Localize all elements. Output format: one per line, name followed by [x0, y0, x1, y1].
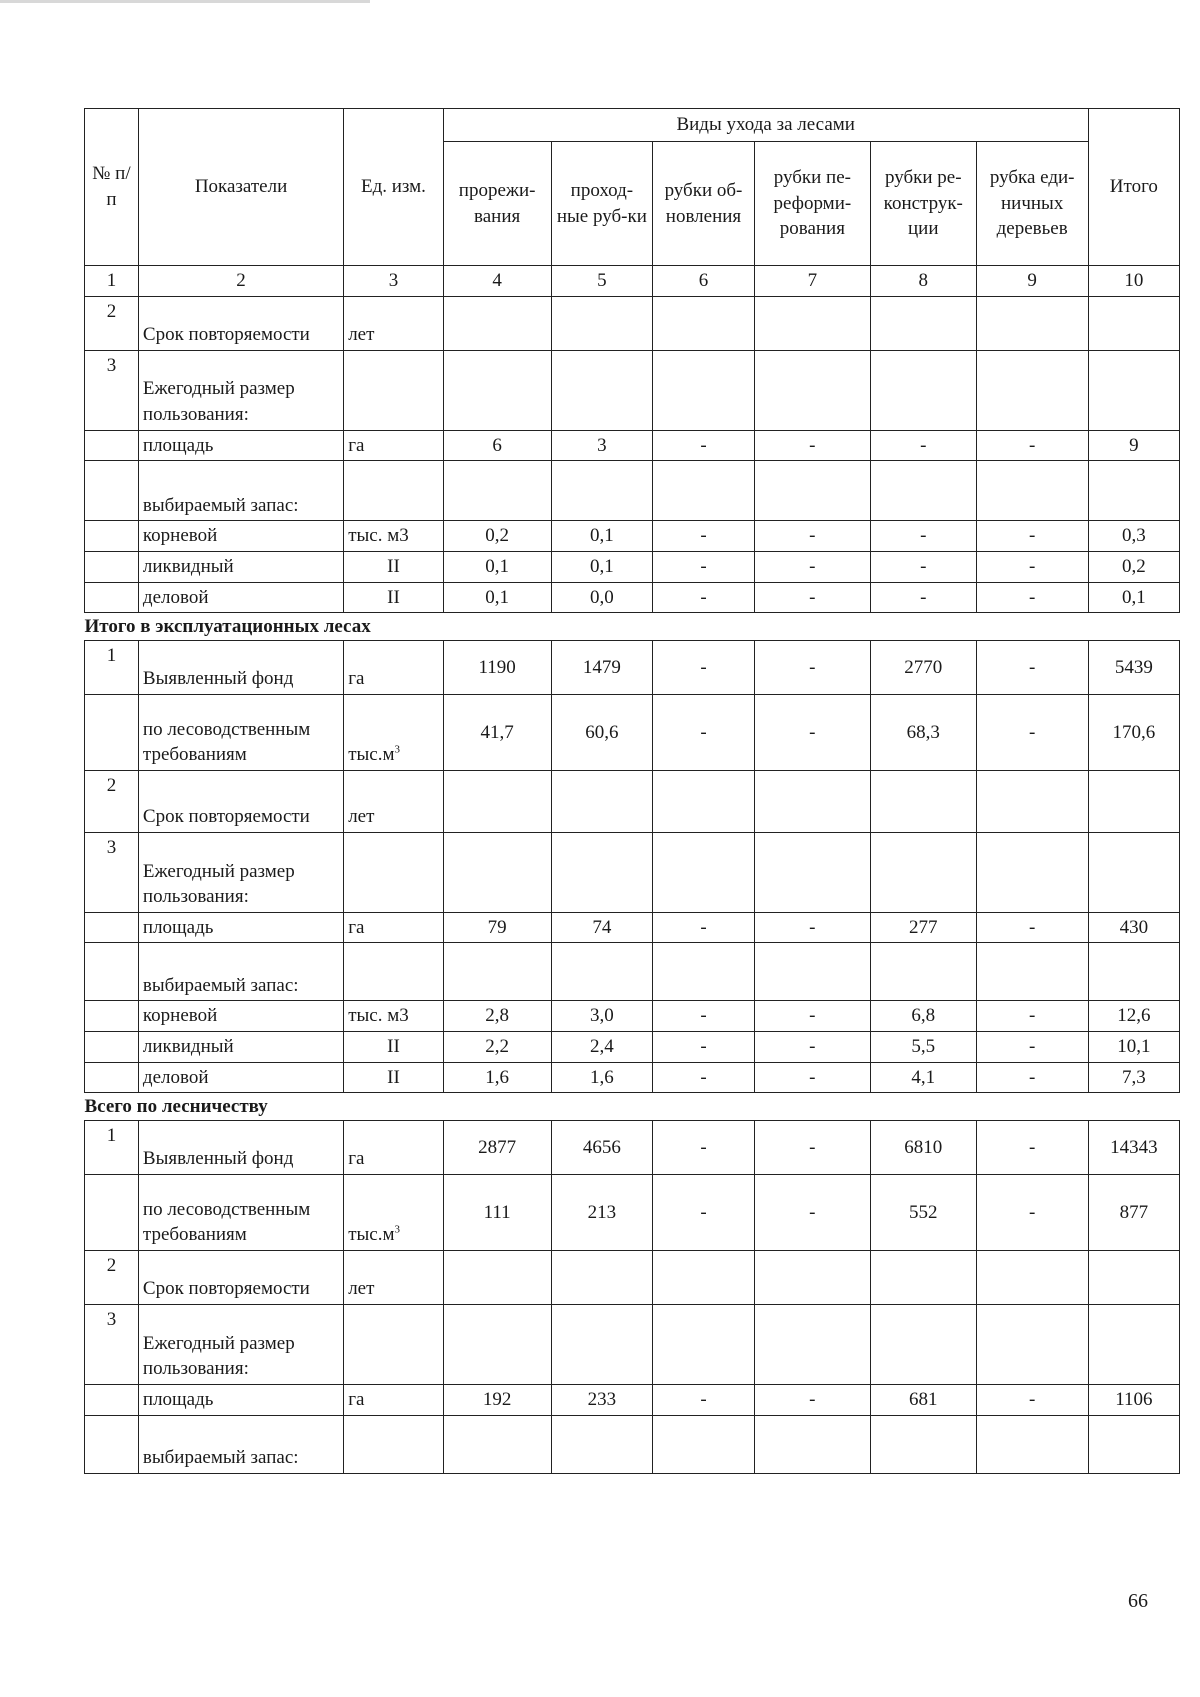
table-row — [85, 1305, 1180, 1385]
table-row — [85, 296, 1180, 350]
row-value — [551, 832, 653, 912]
unit-text: II — [387, 586, 400, 608]
header-col-num: № п/п — [85, 109, 139, 266]
row-unit — [344, 461, 444, 521]
unit-text: тыс. м3 — [348, 1005, 409, 1027]
row-unit — [344, 350, 444, 430]
table-row — [85, 912, 1180, 943]
row-value: - — [754, 912, 870, 943]
table-row — [85, 551, 1180, 582]
row-unit — [344, 770, 444, 832]
unit-text: га — [348, 434, 365, 456]
row-value: - — [754, 430, 870, 461]
table-row — [85, 582, 1180, 613]
row-value: - — [976, 1032, 1088, 1063]
row-number — [85, 1385, 139, 1416]
row-total-value — [1088, 296, 1179, 350]
row-value — [870, 350, 976, 430]
row-value: 0,2 — [443, 521, 551, 552]
row-value: - — [754, 1001, 870, 1032]
row-indicator: выбираемый запас: — [138, 1415, 343, 1473]
row-unit — [344, 1001, 444, 1032]
row-value — [653, 1251, 755, 1305]
row-value: - — [653, 1175, 755, 1251]
row-value: - — [976, 1001, 1088, 1032]
row-value — [754, 832, 870, 912]
row-value: - — [976, 694, 1088, 770]
row-indicator: Срок повторяемости — [138, 1251, 343, 1305]
row-value: 111 — [443, 1175, 551, 1251]
row-value: - — [754, 521, 870, 552]
row-value: - — [754, 1032, 870, 1063]
row-value: - — [870, 551, 976, 582]
table-row — [85, 1175, 1180, 1251]
col-number: 3 — [344, 266, 444, 297]
row-indicator: корневой — [138, 1001, 343, 1032]
row-value: - — [653, 430, 755, 461]
row-unit — [344, 640, 444, 694]
header-type-reconstruction-cutting: рубки ре-конструк-ции — [870, 142, 976, 266]
row-indicator: ликвидный — [138, 1032, 343, 1063]
row-value: 3 — [551, 430, 653, 461]
row-total-value: 1106 — [1088, 1385, 1179, 1416]
row-indicator: ликвидный — [138, 551, 343, 582]
unit-text: тыс. м3 — [348, 525, 409, 547]
row-unit — [344, 1415, 444, 1473]
row-value: - — [653, 582, 755, 613]
row-value: - — [870, 430, 976, 461]
row-value: 277 — [870, 912, 976, 943]
header-row-top — [85, 109, 1180, 142]
row-value: - — [653, 1001, 755, 1032]
row-indicator: корневой — [138, 521, 343, 552]
header-col-indicator: Показатели — [138, 109, 343, 266]
row-value — [754, 1251, 870, 1305]
row-value — [870, 770, 976, 832]
row-unit — [344, 1251, 444, 1305]
row-value: 68,3 — [870, 694, 976, 770]
row-value — [551, 461, 653, 521]
row-number — [85, 943, 139, 1001]
row-value: - — [653, 551, 755, 582]
row-value — [754, 350, 870, 430]
table-row — [85, 1121, 1180, 1175]
row-total-value — [1088, 1415, 1179, 1473]
row-value — [870, 461, 976, 521]
row-value — [870, 943, 976, 1001]
row-unit — [344, 943, 444, 1001]
table-row — [85, 943, 1180, 1001]
col-number: 1 — [85, 266, 139, 297]
row-number: 3 — [85, 1305, 139, 1385]
table-row — [85, 350, 1180, 430]
section-exploitation-title — [85, 613, 1180, 641]
unit-superscript: 3 — [394, 743, 400, 756]
row-indicator: деловой — [138, 582, 343, 613]
row-total-value: 0,1 — [1088, 582, 1179, 613]
col-number: 2 — [138, 266, 343, 297]
unit-text: II — [387, 1036, 400, 1058]
row-number — [85, 1001, 139, 1032]
row-unit — [344, 551, 444, 582]
row-value — [551, 350, 653, 430]
row-value: 0,0 — [551, 582, 653, 613]
row-indicator: Ежегодный размер пользования: — [138, 350, 343, 430]
row-value — [443, 296, 551, 350]
row-indicator: Срок повторяемости — [138, 296, 343, 350]
row-total-value — [1088, 1251, 1179, 1305]
row-number — [85, 521, 139, 552]
row-value: 2,8 — [443, 1001, 551, 1032]
header-type-renewal-cutting: рубки об-новления — [653, 142, 755, 266]
row-total-value: 0,2 — [1088, 551, 1179, 582]
row-value — [551, 1415, 653, 1473]
row-value — [443, 461, 551, 521]
row-total-value: 170,6 — [1088, 694, 1179, 770]
row-value: - — [653, 521, 755, 552]
row-number — [85, 1415, 139, 1473]
row-unit — [344, 1062, 444, 1093]
row-indicator: деловой — [138, 1062, 343, 1093]
row-indicator: площадь — [138, 430, 343, 461]
table-row — [85, 1001, 1180, 1032]
section-exploitation-rows — [85, 640, 1180, 1093]
section-total-title — [85, 1093, 1180, 1121]
section-title: Всего по лесничеству — [85, 1093, 1180, 1121]
row-value — [443, 770, 551, 832]
row-value: - — [976, 582, 1088, 613]
row-value: - — [976, 1175, 1088, 1251]
unit-text: II — [387, 555, 400, 577]
row-value: 1,6 — [443, 1062, 551, 1093]
unit-text: га — [348, 668, 365, 690]
row-number — [85, 1032, 139, 1063]
table-row — [85, 430, 1180, 461]
section-title: Итого в эксплуатационных лесах — [85, 613, 1180, 641]
col-number: 5 — [551, 266, 653, 297]
section-total-rows — [85, 1121, 1180, 1474]
unit-text: га — [348, 1389, 365, 1411]
row-value — [443, 832, 551, 912]
row-total-value: 10,1 — [1088, 1032, 1179, 1063]
row-value — [754, 296, 870, 350]
row-total-value: 12,6 — [1088, 1001, 1179, 1032]
row-value — [754, 461, 870, 521]
row-total-value: 430 — [1088, 912, 1179, 943]
row-value — [976, 1251, 1088, 1305]
row-value: - — [870, 521, 976, 552]
row-value: 2,4 — [551, 1032, 653, 1063]
row-indicator: Выявленный фонд — [138, 1121, 343, 1175]
row-value — [443, 1251, 551, 1305]
row-value — [870, 832, 976, 912]
row-indicator: Выявленный фонд — [138, 640, 343, 694]
col-number: 10 — [1088, 266, 1179, 297]
row-value — [443, 1415, 551, 1473]
row-value: 3,0 — [551, 1001, 653, 1032]
row-value: - — [976, 640, 1088, 694]
row-number: 1 — [85, 640, 139, 694]
row-unit — [344, 430, 444, 461]
row-number — [85, 582, 139, 613]
row-value: - — [653, 1385, 755, 1416]
row-value — [653, 461, 755, 521]
row-value — [976, 943, 1088, 1001]
unit-text: тыс.м — [348, 1224, 395, 1246]
row-number — [85, 1175, 139, 1251]
row-value — [754, 943, 870, 1001]
row-number — [85, 912, 139, 943]
header-group-title: Виды ухода за лесами — [443, 109, 1088, 142]
row-number: 3 — [85, 350, 139, 430]
row-value: - — [976, 912, 1088, 943]
row-value — [653, 832, 755, 912]
table-row — [85, 1062, 1180, 1093]
row-value: 552 — [870, 1175, 976, 1251]
row-value — [870, 296, 976, 350]
forest-care-table — [84, 108, 1180, 1474]
row-value — [754, 1415, 870, 1473]
row-unit — [344, 521, 444, 552]
row-value: 192 — [443, 1385, 551, 1416]
row-unit — [344, 1032, 444, 1063]
row-value: 233 — [551, 1385, 653, 1416]
row-unit — [344, 912, 444, 943]
unit-text: лет — [348, 324, 375, 345]
page-number: 66 — [1128, 1590, 1148, 1612]
row-number: 1 — [85, 1121, 139, 1175]
row-unit — [344, 296, 444, 350]
table-row — [85, 1251, 1180, 1305]
scan-edge-mark — [0, 0, 370, 3]
row-total-value: 5439 — [1088, 640, 1179, 694]
row-value: - — [754, 1175, 870, 1251]
table-row — [85, 1385, 1180, 1416]
block1-rows — [85, 296, 1180, 613]
row-value — [870, 1251, 976, 1305]
row-number: 2 — [85, 1251, 139, 1305]
row-value: 4656 — [551, 1121, 653, 1175]
table-row — [85, 640, 1180, 694]
col-number: 6 — [653, 266, 755, 297]
col-number: 9 — [976, 266, 1088, 297]
row-value: - — [754, 1385, 870, 1416]
row-value — [551, 770, 653, 832]
row-value — [976, 461, 1088, 521]
row-value: - — [870, 582, 976, 613]
table-row — [85, 832, 1180, 912]
row-value: 2877 — [443, 1121, 551, 1175]
row-indicator: по лесоводственным требованиям — [138, 694, 343, 770]
row-number — [85, 430, 139, 461]
row-value: 6810 — [870, 1121, 976, 1175]
row-value — [754, 1305, 870, 1385]
row-value: 5,5 — [870, 1032, 976, 1063]
row-value: - — [754, 1062, 870, 1093]
row-number — [85, 694, 139, 770]
unit-text: тыс.м — [348, 744, 395, 766]
table-row — [85, 770, 1180, 832]
header-type-thinning: прорежи-вания — [443, 142, 551, 266]
row-number — [85, 1062, 139, 1093]
row-value: - — [653, 1062, 755, 1093]
row-value: 41,7 — [443, 694, 551, 770]
row-value — [653, 1415, 755, 1473]
row-value: 74 — [551, 912, 653, 943]
row-value — [976, 832, 1088, 912]
row-value — [551, 1305, 653, 1385]
header-type-reformation-cutting: рубки пе-реформи-рования — [754, 142, 870, 266]
row-value — [443, 350, 551, 430]
row-value — [653, 943, 755, 1001]
row-total-value: 7,3 — [1088, 1062, 1179, 1093]
row-unit — [344, 1385, 444, 1416]
row-number: 3 — [85, 832, 139, 912]
row-number — [85, 551, 139, 582]
row-value: 6,8 — [870, 1001, 976, 1032]
row-total-value: 9 — [1088, 430, 1179, 461]
header-numbers-row — [85, 266, 1180, 297]
row-value: - — [976, 1062, 1088, 1093]
header-type-single-tree-cutting: рубка еди-ничных деревьев — [976, 142, 1088, 266]
row-total-value — [1088, 1305, 1179, 1385]
col-number: 8 — [870, 266, 976, 297]
row-total-value: 877 — [1088, 1175, 1179, 1251]
row-indicator: по лесоводственным требованиям — [138, 1175, 343, 1251]
row-value: 0,1 — [443, 551, 551, 582]
row-unit — [344, 582, 444, 613]
row-value: - — [754, 640, 870, 694]
row-value: - — [754, 551, 870, 582]
row-indicator: выбираемый запас: — [138, 943, 343, 1001]
row-indicator: выбираемый запас: — [138, 461, 343, 521]
row-indicator: площадь — [138, 912, 343, 943]
row-unit — [344, 1175, 444, 1251]
row-value: - — [653, 640, 755, 694]
row-value — [653, 770, 755, 832]
row-value — [976, 350, 1088, 430]
row-value: 1479 — [551, 640, 653, 694]
header-type-passage-cutting: проход-ные руб-ки — [551, 142, 653, 266]
row-value: - — [976, 551, 1088, 582]
row-unit — [344, 1121, 444, 1175]
unit-text: га — [348, 1148, 365, 1170]
row-value: - — [976, 430, 1088, 461]
table-row — [85, 694, 1180, 770]
row-value: 60,6 — [551, 694, 653, 770]
row-value: 2770 — [870, 640, 976, 694]
unit-text: лет — [348, 806, 375, 828]
row-total-value — [1088, 461, 1179, 521]
row-total-value — [1088, 770, 1179, 832]
row-value: - — [754, 582, 870, 613]
table-row — [85, 1415, 1180, 1473]
row-total-value — [1088, 350, 1179, 430]
row-value: - — [976, 521, 1088, 552]
row-total-value — [1088, 832, 1179, 912]
row-value: - — [976, 1121, 1088, 1175]
row-value — [870, 1415, 976, 1473]
unit-text: лет — [348, 1278, 375, 1300]
row-number: 2 — [85, 770, 139, 832]
row-value: - — [653, 912, 755, 943]
unit-superscript: 3 — [394, 1224, 400, 1237]
row-number — [85, 461, 139, 521]
table-row — [85, 521, 1180, 552]
row-value — [870, 1305, 976, 1385]
row-value: 2,2 — [443, 1032, 551, 1063]
row-value — [754, 770, 870, 832]
row-value: - — [754, 694, 870, 770]
row-value — [976, 770, 1088, 832]
row-value — [551, 1251, 653, 1305]
row-value: 4,1 — [870, 1062, 976, 1093]
row-value — [653, 1305, 755, 1385]
row-value — [976, 1415, 1088, 1473]
table-row — [85, 1032, 1180, 1063]
header-col-unit: Ед. изм. — [344, 109, 444, 266]
row-total-value: 0,3 — [1088, 521, 1179, 552]
row-total-value: 14343 — [1088, 1121, 1179, 1175]
row-value: 213 — [551, 1175, 653, 1251]
row-value — [443, 943, 551, 1001]
col-number: 7 — [754, 266, 870, 297]
row-indicator: Ежегодный размер пользования: — [138, 1305, 343, 1385]
row-indicator: площадь — [138, 1385, 343, 1416]
row-value: 6 — [443, 430, 551, 461]
row-value: 0,1 — [551, 521, 653, 552]
row-indicator: Срок повторяемости — [138, 770, 343, 832]
row-total-value — [1088, 943, 1179, 1001]
row-unit — [344, 694, 444, 770]
row-value: 0,1 — [551, 551, 653, 582]
row-value — [653, 350, 755, 430]
row-unit — [344, 832, 444, 912]
col-number: 4 — [443, 266, 551, 297]
unit-text: II — [387, 1066, 400, 1088]
row-value — [976, 1305, 1088, 1385]
table-row — [85, 461, 1180, 521]
row-value — [443, 1305, 551, 1385]
row-value: 681 — [870, 1385, 976, 1416]
row-value — [551, 296, 653, 350]
row-value: - — [653, 1032, 755, 1063]
row-value: 1190 — [443, 640, 551, 694]
row-value — [551, 943, 653, 1001]
row-number: 2 — [85, 296, 139, 350]
row-value — [653, 296, 755, 350]
row-value — [976, 296, 1088, 350]
row-value: - — [653, 694, 755, 770]
row-value: 0,1 — [443, 582, 551, 613]
row-value: - — [976, 1385, 1088, 1416]
row-value: 1,6 — [551, 1062, 653, 1093]
row-value: 79 — [443, 912, 551, 943]
unit-text: га — [348, 916, 365, 938]
header-col-total: Итого — [1088, 109, 1179, 266]
row-indicator: Ежегодный размер пользования: — [138, 832, 343, 912]
row-value: - — [653, 1121, 755, 1175]
row-unit — [344, 1305, 444, 1385]
row-value: - — [754, 1121, 870, 1175]
